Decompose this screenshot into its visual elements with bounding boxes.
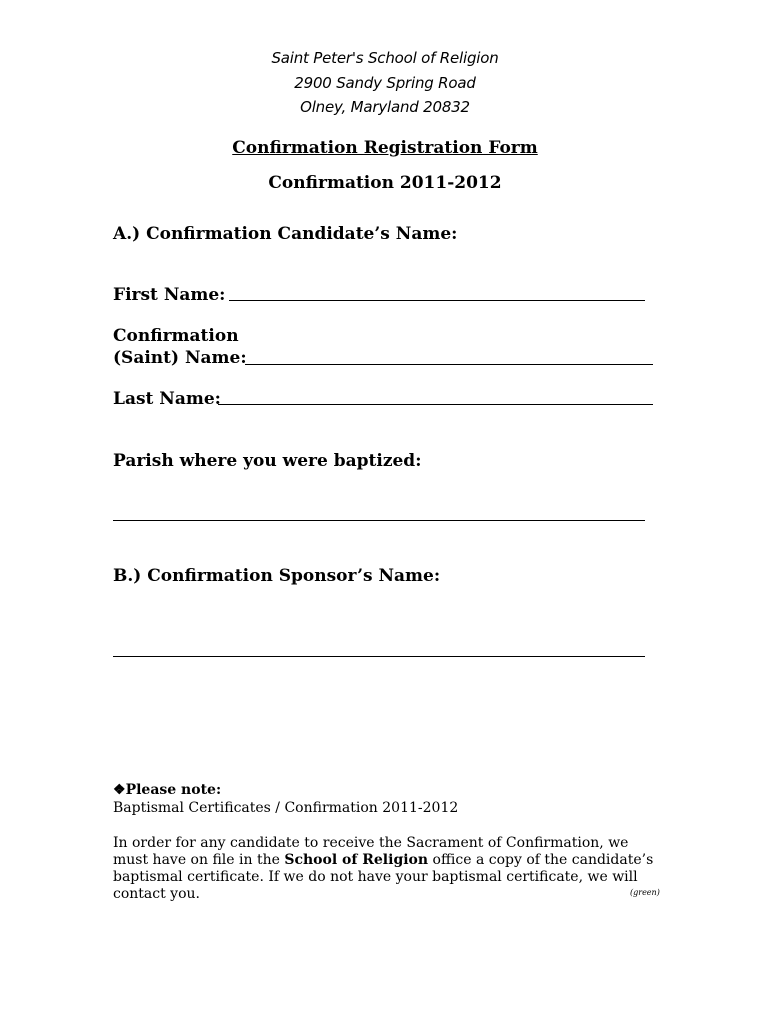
first-name-field[interactable] bbox=[229, 300, 645, 301]
parish-field[interactable] bbox=[113, 520, 645, 521]
notice-heading-text: Please note: bbox=[125, 782, 222, 798]
parish-label: Parish where you were baptized: bbox=[113, 451, 422, 471]
school-name: Saint Peter's School of Religion bbox=[271, 49, 499, 67]
confirmation-name-field[interactable] bbox=[245, 364, 653, 365]
diamond-bullet-icon: ❖ bbox=[113, 782, 126, 798]
form-subtitle: Confirmation 2011-2012 bbox=[268, 173, 502, 193]
notice-heading bbox=[113, 782, 221, 798]
section-a-heading: A.) Confirmation Candidate’s Name: bbox=[113, 224, 458, 244]
first-name-label: First Name: bbox=[113, 285, 226, 305]
notice-paragraph-part2: office a copy of the candidate’s baptismal certificate. If we do not have your baptismal certificate, we will contact you. bbox=[113, 852, 654, 902]
confirmation-name-label-line1: Confirmation bbox=[113, 326, 239, 346]
form-title: Confirmation Registration Form bbox=[232, 138, 538, 158]
color-footnote: (green) bbox=[630, 888, 660, 897]
section-b-heading: B.) Confirmation Sponsor’s Name: bbox=[113, 566, 441, 586]
notice-paragraph bbox=[113, 835, 658, 903]
last-name-label: Last Name: bbox=[113, 389, 221, 409]
school-address: 2900 Sandy Spring Road bbox=[294, 74, 476, 92]
notice-paragraph-bold: School of Religion bbox=[284, 852, 429, 868]
sponsor-name-field[interactable] bbox=[113, 656, 645, 657]
notice-subheading: Baptismal Certificates / Confirmation 2011-2012 bbox=[113, 800, 459, 816]
confirmation-name-label-line2: (Saint) Name: bbox=[113, 348, 247, 368]
school-city: Olney, Maryland 20832 bbox=[300, 98, 470, 116]
last-name-field[interactable] bbox=[218, 404, 653, 405]
notice-paragraph-part1: In order for any candidate to receive the Sacrament of Confirmation, we must have on file in the bbox=[113, 835, 629, 868]
